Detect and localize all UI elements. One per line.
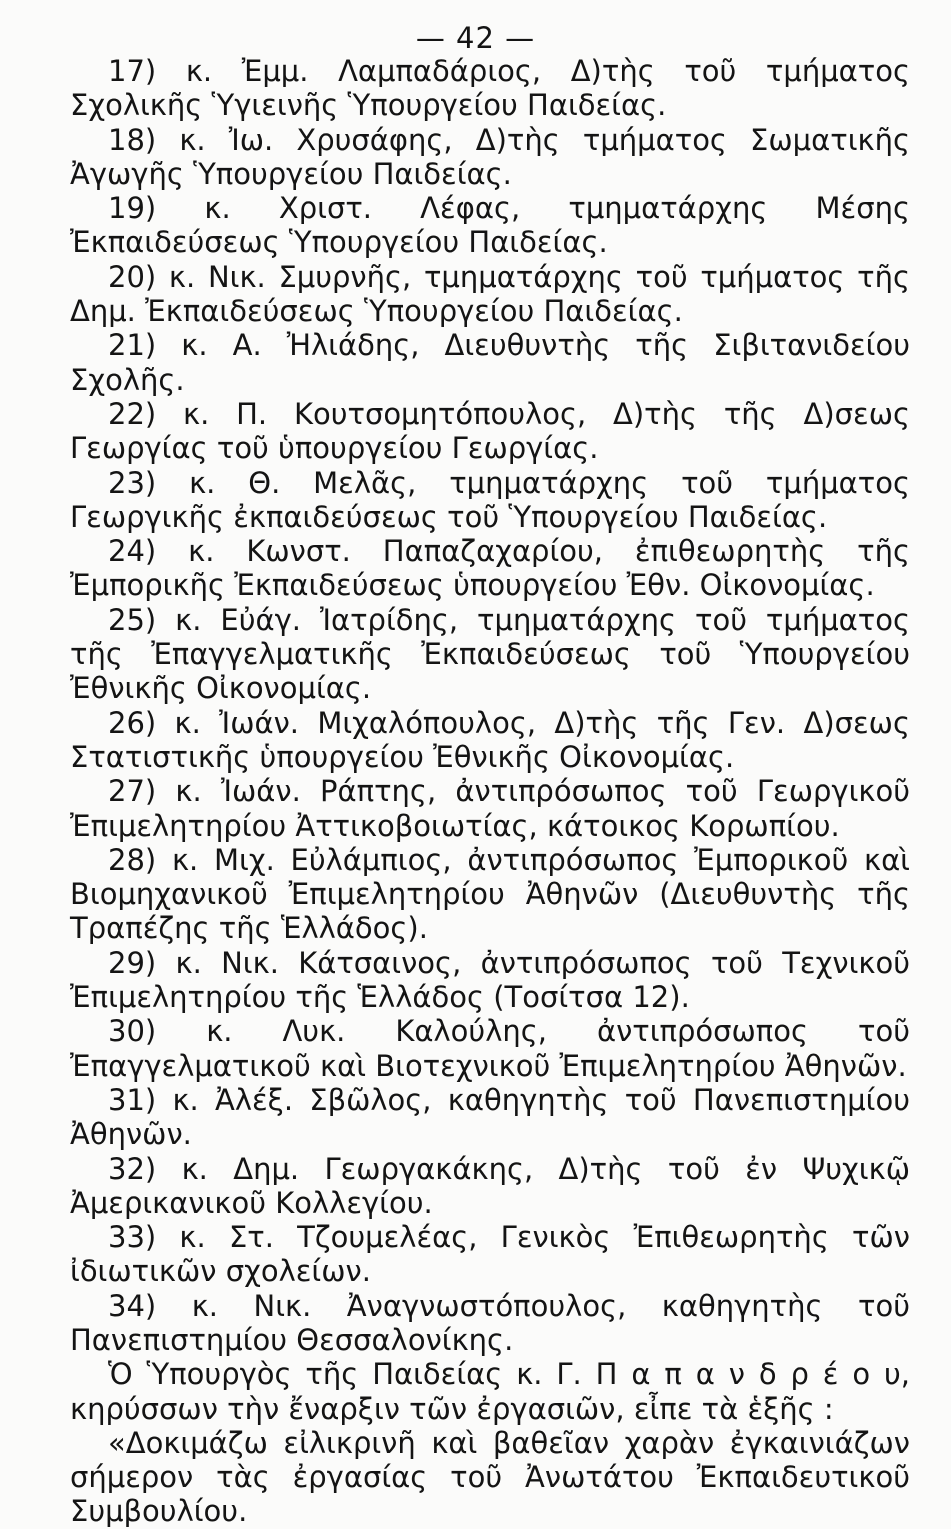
list-item-21: 21) κ. Α. Ἠλιάδης, Διευθυντὴς τῆς Σιβιτανιδείου Σχολῆς. <box>70 328 910 397</box>
list-item-17: 17) κ. Ἐμμ. Λαμπαδάριος, Δ)τὴς τοῦ τμήματος Σχολικῆς Ὑγιεινῆς Ὑπουργείου Παιδείας. <box>70 54 910 123</box>
list-item-34: 34) κ. Νικ. Ἀναγνωστόπουλος, καθηγητὴς τοῦ Πανεπιστημίου Θεσσαλονίκης. <box>70 1288 910 1357</box>
list-item-31: 31) κ. Ἀλέξ. Σβῶλος, καθηγητὴς τοῦ Πανεπιστημίου Ἀθηνῶν. <box>70 1082 910 1152</box>
speech-paragraph: «Δοκιμάζω εἰλικρινῆ καὶ βαθεῖαν χαρὰν ἐγκαινιάζων σήμερον τὰς ἐργασίας τοῦ Ἀνωτάτου Ἐκπαιδευτικοῦ Συμβουλίου. <box>70 1425 910 1529</box>
list-item-22: 22) κ. Π. Κουτσομητόπουλος, Δ)τὴς τῆς Δ)σεως Γεωργίας τοῦ ὑπουργείου Γεωργίας. <box>70 396 910 466</box>
list-item-29: 29) κ. Νικ. Κάτσαινος, ἀντιπρόσωπος τοῦ Τεχνικοῦ Ἐπιμελητηρίου τῆς Ἑλλάδος (Τοσίτσα 12). <box>70 945 910 1015</box>
page-number: — 42 — <box>415 21 536 55</box>
text-body <box>70 54 910 1529</box>
list-item-24: 24) κ. Κωνστ. Παπαζαχαρίου, ἐπιθεωρητὴς τῆς Ἐμπορικῆς Ἐκπαιδεύσεως ὑπουργείου Ἐθν. Οἰκονομίας. <box>70 534 910 603</box>
list-item-18: 18) κ. Ἰω. Χρυσάφης, Δ)τὴς τμήματος Σωματικῆς Ἀγωγῆς Ὑπουργείου Παιδείας. <box>70 122 910 191</box>
list-item-26: 26) κ. Ἰωάν. Μιχαλόπουλος, Δ)τὴς τῆς Γεν. Δ)σεως Στατιστικῆς ὑπουργείου Ἐθνικῆς Οἰκονομίας. <box>70 705 910 774</box>
list-item-19: 19) κ. Χριστ. Λέφας, τμηματάρχης Μέσης Ἐκπαιδεύσεως Ὑπουργείου Παιδείας. <box>70 191 910 260</box>
minister-paragraph: Ὁ Ὑπουργὸς τῆς Παιδείας κ. Γ. Π α π α ν δ ρ έ ο υ, κηρύσσων τὴν ἔναρξιν τῶν ἐργασιῶν, εἶπε τὰ ἑξῆς : <box>70 1357 910 1426</box>
list-item-23: 23) κ. Θ. Μελᾶς, τμηματάρχης τοῦ τμήματος Γεωργικῆς ἐκπαιδεύσεως τοῦ Ὑπουργείου Παιδείας. <box>70 465 910 534</box>
list-item-33: 33) κ. Στ. Τζουμελέας, Γενικὸς Ἐπιθεωρητὴς τῶν ἰδιωτικῶν σχολείων. <box>70 1220 910 1289</box>
list-item-28: 28) κ. Μιχ. Εὐλάμπιος, ἀντιπρόσωπος Ἐμπορικοῦ καὶ Βιομηχανικοῦ Ἐπιμελητηρίου Ἀθηνῶν (Διευθυντὴς τῆς Τραπέζης τῆς Ἑλλάδος). <box>70 842 910 946</box>
list-item-27: 27) κ. Ἰωάν. Ράπτης, ἀντιπρόσωπος τοῦ Γεωργικοῦ Ἐπιμελητηρίου Ἀττικοβοιωτίας, κάτοικος Κορωπίου. <box>70 774 910 843</box>
list-item-25: 25) κ. Εὐάγ. Ἰατρίδης, τμηματάρχης τοῦ τμήματος τῆς Ἐπαγγελματικῆς Ἐκπαιδεύσεως τοῦ Ὑπουργείου Ἐθνικῆς Οἰκονομίας. <box>70 602 910 706</box>
list-item-20: 20) κ. Νικ. Σμυρνῆς, τμηματάρχης τοῦ τμήματος τῆς Δημ. Ἐκπαιδεύσεως Ὑπουργείου Παιδείας. <box>70 259 910 329</box>
list-item-30: 30) κ. Λυκ. Καλούλης, ἀντιπρόσωπος τοῦ Ἐπαγγελματικοῦ καὶ Βιοτεχνικοῦ Ἐπιμελητηρίου Ἀθηνῶν. <box>70 1014 910 1083</box>
list-item-32: 32) κ. Δημ. Γεωργακάκης, Δ)τὴς τοῦ ἐν Ψυχικῷ Ἀμερικανικοῦ Κολλεγίου. <box>70 1151 910 1220</box>
